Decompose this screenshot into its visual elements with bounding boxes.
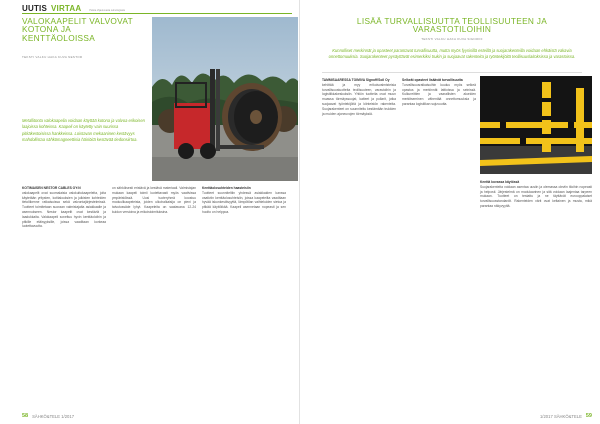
column-heading: Selkeät opasteet lisäävät turvallisuutta [402, 78, 463, 82]
article-column [22, 184, 106, 229]
column-heading: TAMMISAARESSA TOIMIVA Signoff/Soil Oy [322, 78, 390, 82]
article-columns [22, 184, 290, 229]
article-lead: Metallitonta valokaapelia voidaan käyttää kotona ja valvoa erikoisen laajoissa kohteissa. Kaapeli on käytetty vain suurissa pitkäkestoisissa hankkeissa. Loistavan mekaaninen kestävyys mahdollistaa sähkömagneettisia häiriöitä kestävää tiedonsiirtoa. [22, 118, 145, 142]
page-number: 58 [22, 413, 29, 419]
article-lead: Kunnolliset merkinnät ja opasteet parantavat turvallisuutta, mutta myös fyysisillä esteillä ja suojarakenteilla voidaan ehkäistä vakavia onnettomuuksia. Suojarakenteet pysäyttävät esimerkiksi trukin ja suojaavat rakenteita ja työntekijöitä teollisuuslaitoksissa ja varastoissa. [328, 48, 576, 60]
section-brand-accent: VIRTAA [51, 4, 82, 13]
forklift-cable-drum-photo [152, 17, 298, 181]
article-title: VALOKAAPELIT VALVOVAT KOTONA JA KENTTÄOLOISSA [22, 16, 133, 43]
column-body: Tuotteet suunniteltiin yhdessä asiakkaiden kanssa vaativiin kenttäolosuhteisiin, joissa kaapeleilta vaaditaan hyvää iskunkestävyyttä, lämpötilan vaihteluiden sietoa ja pitkää käyttöikää. Kaapeli asennetaan nopeasti ja sen huolto on helppoa. [202, 190, 286, 214]
lead-rule [322, 72, 582, 73]
header-rule [22, 13, 292, 14]
article-byline: TEKSTI VALKU HAKA KUVA SIGNOFF [421, 37, 483, 41]
column-heading: Kenttä kovassa käytössä [480, 180, 520, 184]
article-column [322, 76, 396, 116]
column-body: Suojarakenteita voidaan asentaa uusiin ja olemassa oleviin tiloihin nopeasti ja helposti. Järjestelmä on modulaarinen ja sitä voidaan laajentaa tarpeen mukaan. Tuotteet on testattu ja ne täyttävät eurooppalaiset turvallisuusstandardit. Rakenteiden värit ovat keltainen ja musta, mikä parantaa näkyvyyttä. [480, 184, 592, 208]
column-heading: KOTIMAISEN NESTOR CABLES OY:N [22, 186, 81, 190]
section-subtitle: Palsta ohjautuvasta teknologiasta [89, 9, 126, 12]
article-column [112, 184, 196, 229]
footer-text: SÄHKÖ&TELE 1/2017 [32, 413, 75, 419]
article-column [202, 184, 286, 229]
section-header [22, 4, 125, 13]
column-body: Turvallisuusratkaisuihin kuuluu myös selkeä opastus ja merkinnät lattioissa ja seinissä. Kulkureittien ja vaarallisten alueiden merkitseminen vähentää onnettomuuksia ja parantaa logistiikan sujuvuutta. [402, 82, 476, 106]
column-body: on sähköisesti eristävä ja kestävä materiaali. Valmistajan mukaan kaapeli toimii luotettavasti myös vaativissa ympäristöissä. Uusi tuoteryhmä koostuu moduulikaapeleista, joiden ulkohalkaisija on pieni ja taivutussäde lyhyt. Kaapeleita on saatavana 12-24 kuidun versioina ja erikoistoimituksina. [112, 186, 196, 214]
barrier-protection-photo [480, 76, 592, 174]
article-title: LISÄÄ TURVALLISUUTTA TEOLLISUUTEEN JA VARASTOTILOIHIN [356, 16, 548, 35]
column-heading: Kenttäolosuhteiden haasteisiin [202, 186, 251, 190]
article-column [402, 76, 476, 116]
column-body: kehittää ja myy erikoisvalmisteisia turvallisuustuotteita teollisuuteen, varastoihin ja logistiikkakeskuksiin. Yhtiön tuotteita ovat muun muassa törmäyssuojat, kaiteet ja pollarit, jotka suojaavat työntekijöitä ja kiinteistön rakenteita. Suojarakenteet on suunniteltu kestämään trukkien ja muiden ajoneuvojen törmäyksiä. [322, 82, 396, 116]
page-footer [540, 413, 592, 419]
column-body: valokaapelit ovat suomalaisia valokuitukaapeleita, joita käytetään yritysten, kotitalouksien ja julkisten kohteiden tietoliikenne ratkaisuissa sekä valvontajärjestelmissä. Tuotteet toimitetaan suoraan valmistajalta asiakkaalle ja asennukseen. Nestor kaapelit ovat kestäviä ja laadukkaita. Valokaapeli soveltuu hyvin kenttäoloihin ja pitkille etäisyyksille, joissa vaaditaan korkeaa luotettavuutta. [22, 190, 106, 229]
right-page [300, 0, 600, 424]
footer-text: 1/2017 SÄHKÖ&TELE [539, 413, 582, 419]
section-brand: UUTIS [22, 4, 47, 13]
article-byline: TEKSTI VALKU HAKA KUVA NESTOR [22, 55, 83, 59]
article-column [480, 178, 592, 209]
page-number: 59 [585, 413, 592, 419]
page-footer [22, 413, 74, 419]
